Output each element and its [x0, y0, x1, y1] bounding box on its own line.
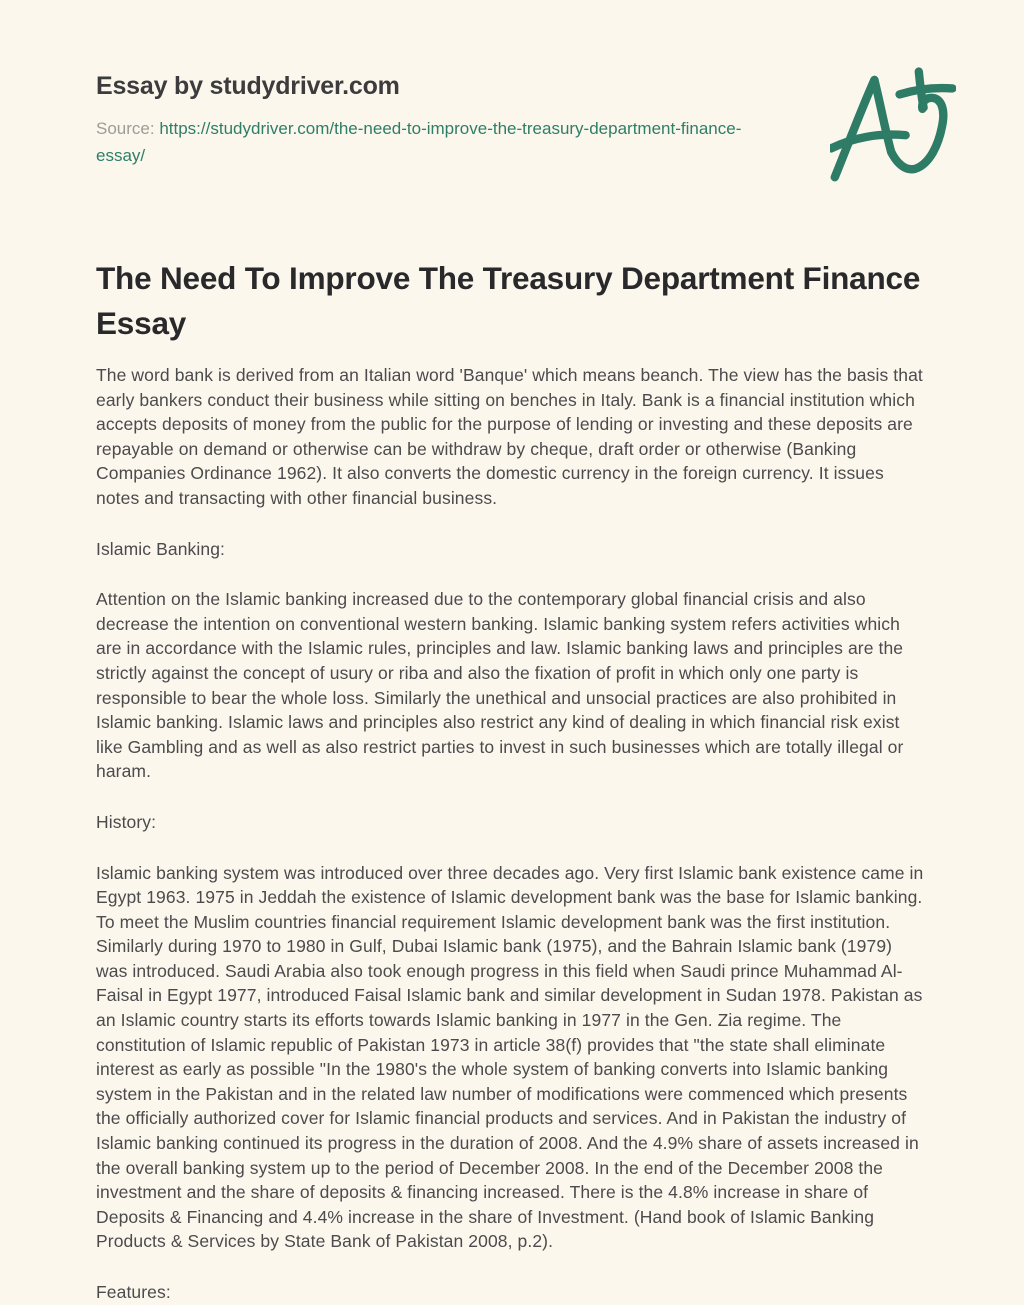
source-line	[96, 115, 761, 169]
essay-title: The Need To Improve The Treasury Department Finance Essay	[96, 260, 921, 341]
section-heading-history: History:	[96, 811, 157, 832]
essay-paragraph-intro: The word bank is derived from an Italian word 'Banque' which means beanch. The view has the basis that early bankers conduct their business while sitting on benches in Italy. Bank is a financial institution which accepts deposits of money from the public for the purpose of lending or investing and these deposits are repayable on demand or otherwise can be withdraw by cheque, draft order or otherwise (Banking Companies Ordinance 1962). It also converts the domestic currency in the foreign currency. It issues notes and transacting with other financial business.	[96, 365, 923, 508]
source-label: Source:	[96, 119, 155, 138]
page-header	[96, 70, 928, 169]
essay-paragraph-history: Islamic banking system was introduced over three decades ago. Very first Islamic bank existence came in Egypt 1963. 1975 in Jeddah the existence of Islamic development bank was the base for Islamic banking. To meet the Muslim countries financial requirement Islamic development bank was the first institution. Similarly during 1970 to 1980 in Gulf, Dubai Islamic bank (1975), and the Bahrain Islamic bank (1979) was introduced. Saudi Arabia also took enough progress in this field when Saudi prince Muhammad Al-Faisal in Egypt 1977, introduced Faisal Islamic bank and similar development in Sudan 1978. Pakistan as an Islamic country starts its efforts towards Islamic banking in 1977 in the Gen. Zia regime. The constitution of Islamic republic of Pakistan 1973 in article 38(f) provides that "the state shall eliminate interest as early as possible "In the 1980's the whole system of banking converts into Islamic banking system in the Pakistan and in the related law number of modifications were commenced which presents the officially authorized cover for Islamic financial products and services. And in Pakistan the industry of Islamic banking continued its progress in the duration of 2008. And the 4.9% share of assets increased in the overall banking system up to the period of December 2008. In the end of the December 2008 the investment and the share of deposits & financing increased. There is the 4.8% increase in share of Deposits & Financing and 4.4% increase in the share of Investment. (Hand book of Islamic Banking Products & Services by State Bank of Pakistan 2008, p.2).	[96, 862, 924, 1252]
essay-content	[96, 256, 928, 1305]
a-plus-logo-icon	[830, 56, 956, 182]
source-url-link[interactable]: https://studydriver.com/the-need-to-improve-the-treasury-department-finance-essay/	[96, 119, 742, 165]
section-heading-islamic-banking: Islamic Banking:	[96, 538, 226, 559]
site-title: Essay by studydriver.com	[96, 72, 400, 100]
section-heading-features: Features:	[96, 1282, 171, 1302]
essay-paragraph-islamic-banking: Attention on the Islamic banking increased due to the contemporary global financial crisis and also decrease the intention on conventional western banking. Islamic banking system refers activities which are in accordance with the Islamic rules, principles and law. Islamic banking laws and principles are the strictly against the concept of usury or riba and also the fixation of profit in which only one party is responsible to bear the whole loss. Similarly the unethical and unsocial practices are also prohibited in Islamic banking. Islamic laws and principles also restrict any kind of dealing in which financial risk exist like Gambling and as well as also restrict parties to invest in such businesses which are totally illegal or haram.	[96, 589, 904, 782]
